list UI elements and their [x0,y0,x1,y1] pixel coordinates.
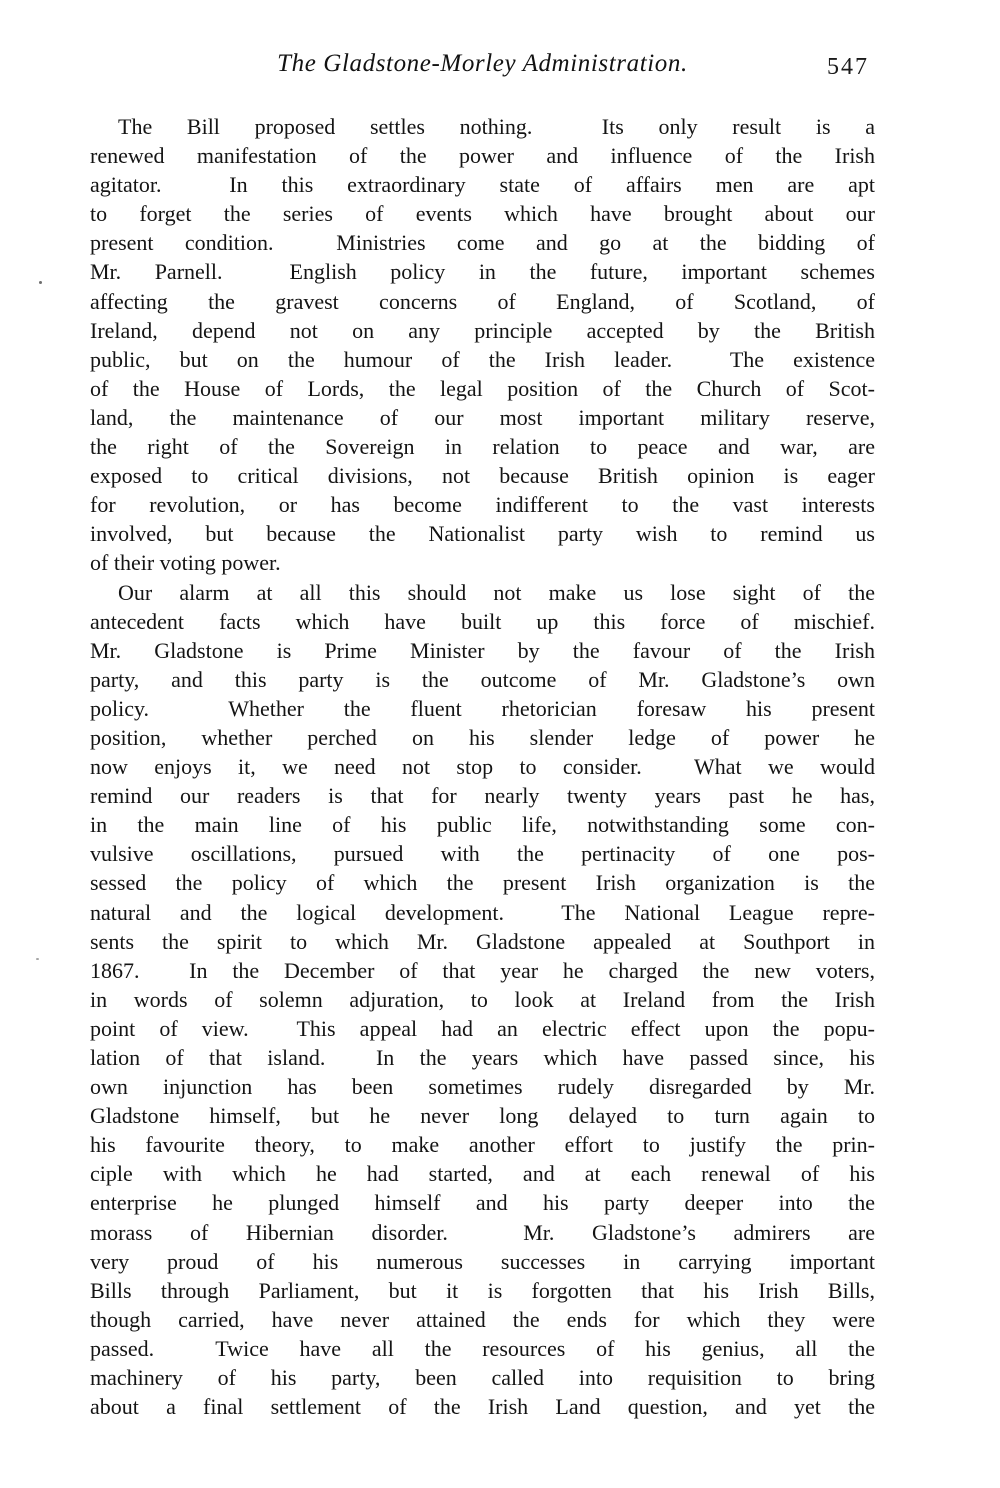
text-line: very proud of his numerous successes in carrying important [90,1248,875,1274]
text-line: for revolution, or has become indifferent to the vast interests [90,492,875,518]
text-line: of the House of Lords, the legal position of the Church of Scot- [90,375,875,401]
text-line: involved, but because the Nationalist party wish to remind us [90,521,875,547]
scan-speck [39,281,42,284]
text-line: agitator. In this extraordinary state of affairs men are apt [90,172,875,198]
text-line: Bills through Parliament, but it is forgotten that his Irish Bills, [90,1277,875,1303]
text-line: land, the maintenance of our most important military reserve, [90,404,875,430]
text-line: Our alarm at all this should not make us lose sight of the [118,579,875,605]
text-line: though carried, have never attained the ends for which they were [90,1306,875,1332]
text-line: point of view. This appeal had an electric effect upon the popu- [90,1015,875,1041]
text-line: machinery of his party, been called into requisition to bring [90,1365,875,1391]
text-line: exposed to critical divisions, not because British opinion is eager [90,463,875,489]
text-line: position, whether perched on his slender ledge of power he [90,724,875,750]
text-line: ciple with which he had started, and at each renewal of his [90,1161,875,1187]
text-line: in words of solemn adjuration, to look at Ireland from the Irish [90,986,875,1012]
page-body [90,112,875,1421]
text-line: 1867. In the December of that year he charged the new voters, [90,957,875,983]
text-line: party, and this party is the outcome of Mr. Gladstone’s own [90,666,875,692]
text-line: to forget the series of events which have brought about our [90,201,875,227]
text-line: remind our readers is that for nearly twenty years past he has, [90,783,875,809]
text-line: policy. Whether the fluent rhetorician foresaw his present [90,695,875,721]
text-line: natural and the logical development. The National League repre- [90,899,875,925]
text-line: in the main line of his public life, notwithstanding some con- [90,812,875,838]
text-line: enterprise he plunged himself and his party deeper into the [90,1190,875,1216]
text-line: Mr. Gladstone is Prime Minister by the favour of the Irish [90,637,875,663]
text-line: antecedent facts which have built up this force of mischief. [90,608,875,634]
text-line: Gladstone himself, but he never long delayed to turn again to [90,1103,875,1129]
text-line: affecting the gravest concerns of England, of Scotland, of [90,288,875,314]
text-line: The Bill proposed settles nothing. Its only result is a [118,114,875,139]
page-header [90,50,875,90]
text-line: renewed manifestation of the power and influence of the Irish [90,143,875,169]
text-line: sessed the policy of which the present Irish organization is the [90,870,875,896]
text-line: present condition. Ministries come and go at the bidding of [90,230,875,256]
text-line: passed. Twice have all the resources of his genius, all the [90,1335,875,1361]
running-title: The Gladstone-Morley Administration. [277,50,688,77]
text-line: vulsive oscillations, pursued with the pertinacity of one pos- [90,841,875,867]
text-line: sents the spirit to which Mr. Gladstone appealed at Southport in [90,928,875,954]
text-line: of their voting power. [90,550,281,576]
text-line: Ireland, depend not on any principle accepted by the British [90,317,875,343]
text-line: public, but on the humour of the Irish leader. The existence [90,346,875,372]
scan-speck [36,958,39,960]
text-line: his favourite theory, to make another effort to justify the prin- [90,1132,875,1158]
page-number: 547 [827,54,869,80]
text-line: Mr. Parnell. English policy in the future, important schemes [90,259,875,285]
text-line: own injunction has been sometimes rudely disregarded by Mr. [90,1074,875,1100]
text-line: the right of the Sovereign in relation to peace and war, are [90,434,875,460]
text-line: about a final settlement of the Irish Land question, and yet the [90,1394,875,1420]
text-line: morass of Hibernian disorder. Mr. Gladstone’s admirers are [90,1219,875,1245]
text-line: now enjoys it, we need not stop to consider. What we would [90,754,875,780]
text-line: lation of that island. In the years which have passed since, his [90,1045,875,1070]
